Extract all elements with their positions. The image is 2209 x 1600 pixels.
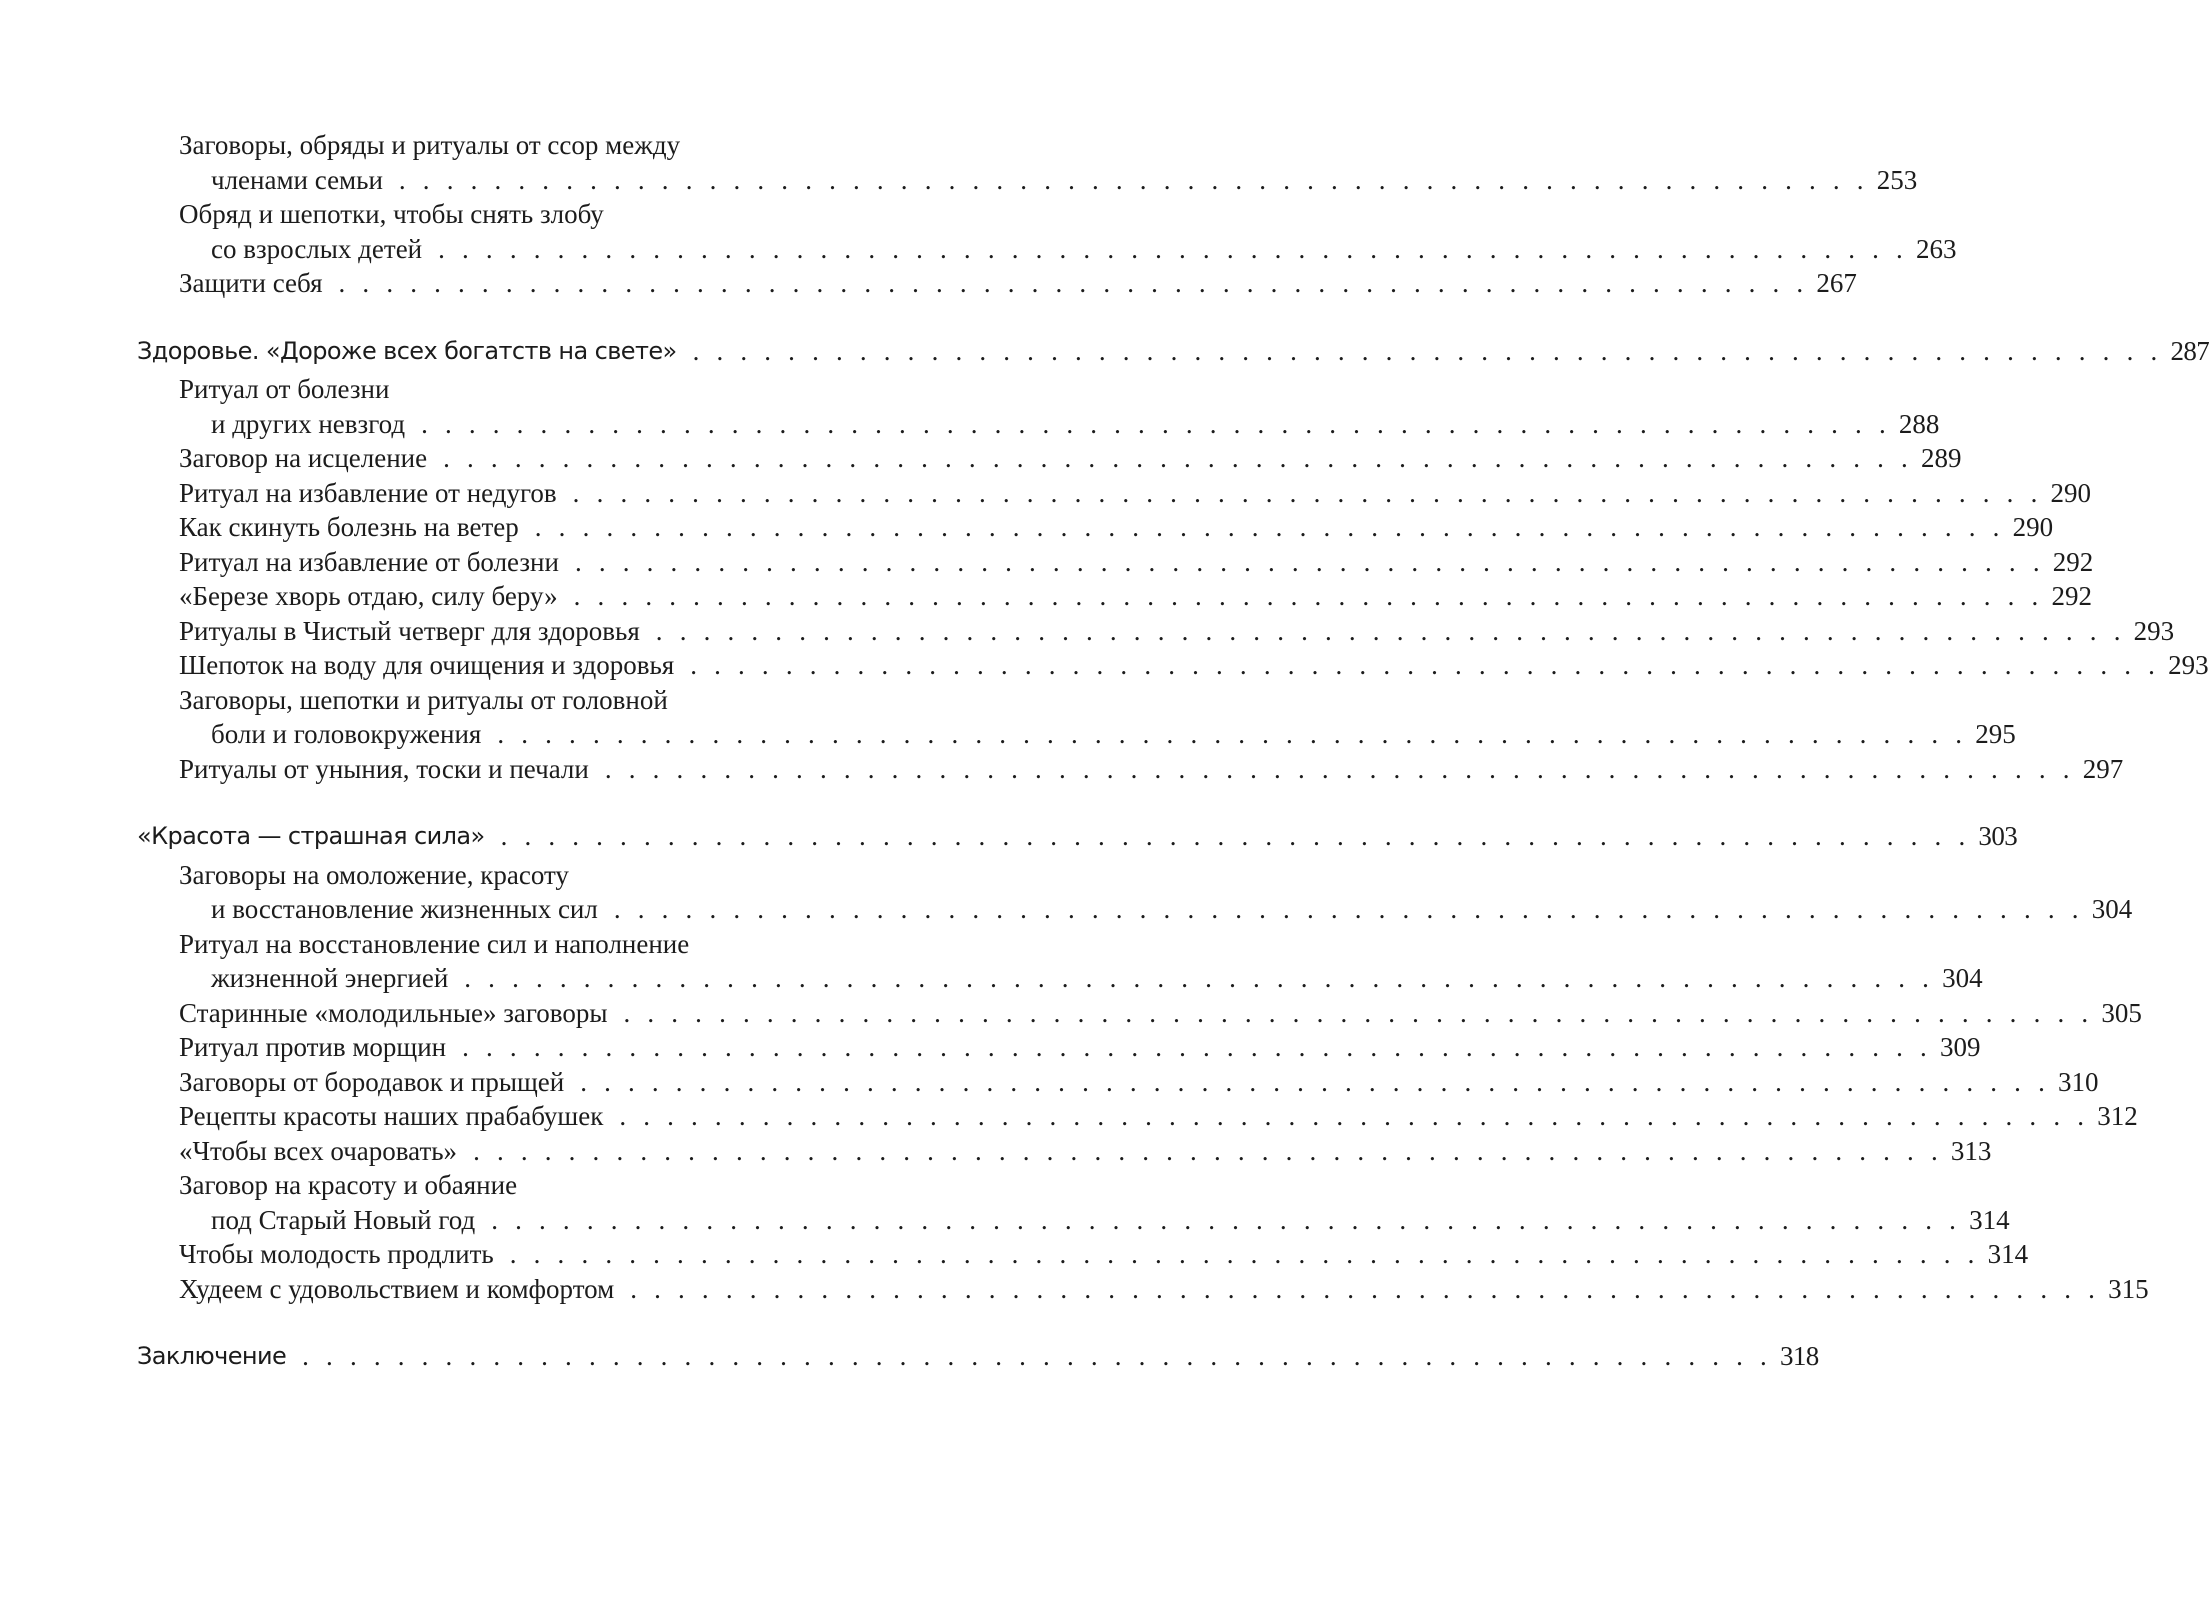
entry-row	[179, 510, 2054, 545]
entry-page-number: 289	[1920, 443, 1962, 473]
toc-entry[interactable]	[137, 1065, 2099, 1100]
toc-section	[137, 819, 2149, 1306]
entry-title-first-line: Заговоры, обряды и ритуалы от ссор между	[179, 130, 681, 160]
toc-entry[interactable]	[137, 372, 1940, 441]
entry-title: Ритуалы в Чистый четверг для здоровья	[179, 615, 640, 646]
entry-row	[179, 1099, 2138, 1134]
entry-row	[179, 717, 2016, 752]
toc-entry[interactable]	[137, 510, 2054, 545]
entry-title: «Чтобы всех очаровать»	[179, 1135, 458, 1166]
entry-page-number: 267	[1816, 268, 1857, 298]
entry-page-number: 314	[1969, 1204, 2010, 1235]
toc-entry[interactable]	[137, 266, 1857, 301]
dot-leader: . . . . . . . . . . . . . . . . . . . . . . . . . . . . . . . . . . . . . . . . . . . . . . . . . . . . . . . . . . . . . .	[630, 1273, 2101, 1304]
entry-row	[179, 996, 2142, 1031]
entry-page-number: 295	[1975, 719, 2016, 749]
entry-title: и других невзгод	[211, 408, 406, 439]
toc-entry[interactable]	[137, 752, 2124, 787]
entry-row	[179, 752, 2124, 787]
dot-leader: . . . . . . . . . . . . . . . . . . . . . . . . . . . . . . . . . . . . . . . . . . . . . . . . . . . . . . . . . . . . . .	[438, 233, 1908, 264]
dot-leader: . . . . . . . . . . . . . . . . . . . . . . . . . . . . . . . . . . . . . . . . . . . . . . . . . . . . . . . . . . . . . .	[604, 753, 2075, 784]
toc-entry[interactable]	[137, 858, 2133, 927]
entry-title: боли и головокружения	[211, 719, 482, 749]
entry-title-first-line: Заговоры на омоложение, красоту	[179, 859, 569, 890]
entry-title: и восстановление жизненных сил	[211, 894, 598, 924]
toc-entry[interactable]	[137, 1237, 2029, 1272]
entry-row	[179, 441, 1962, 476]
entry-row	[179, 1203, 2010, 1238]
entry-page-number: 310	[2058, 1066, 2099, 1097]
entry-title: Худеем с удовольствием и комфортом	[179, 1273, 615, 1304]
dot-leader: . . . . . . . . . . . . . . . . . . . . . . . . . . . . . . . . . . . . . . . . . . . . . . . . . . . . . . . . . . . . . .	[398, 164, 1869, 195]
entry-row	[179, 961, 1983, 996]
dot-leader: . . . . . . . . . . . . . . . . . . . . . . . . . . . . . . . . . . . . . . . . . . . . . . . . . . . . . . . . . . . . . .	[574, 546, 2045, 577]
dot-leader: . . . . . . . . . . . . . . . . . . . . . . . . . . . . . . . . . . . . . . . . . . . . . . . . . . . . . . . . . . . . . .	[655, 615, 2126, 646]
entry-title: Защити себя	[179, 268, 323, 298]
entry-page-number: 313	[1950, 1135, 1992, 1166]
toc-section	[137, 1339, 1819, 1374]
entry-page-number: 293	[2133, 615, 2175, 646]
entry-title-first-line: Заговор на красоту и обаяние	[179, 1170, 518, 1200]
entry-page-number: 293	[2168, 650, 2209, 680]
entry-title: Заговор на исцеление	[179, 443, 428, 473]
dot-leader: . . . . . . . . . . . . . . . . . . . . . . . . . . . . . . . . . . . . . . . . . . . . . . . . . . . . . . . . . . . . . .	[491, 1204, 1962, 1235]
entry-title-first-line: Ритуал на восстановление сил и наполнение	[179, 928, 690, 959]
entry-row	[179, 545, 2094, 580]
dot-leader: . . . . . . . . . . . . . . . . . . . . . . . . . . . . . . . . . . . . . . . . . . . . . . . . . . . . . . . . . . . . . .	[690, 650, 2161, 680]
entry-row	[179, 1134, 1992, 1169]
toc-chapter-heading[interactable]	[137, 1339, 1819, 1374]
table-of-contents	[137, 128, 2209, 1407]
entry-title: со взрослых детей	[211, 233, 423, 264]
entry-page-number: 292	[2051, 581, 2093, 611]
dot-leader: . . . . . . . . . . . . . . . . . . . . . . . . . . . . . . . . . . . . . . . . . . . . . . . . . . . . . . . . . . . . . .	[613, 894, 2084, 924]
entry-row	[179, 476, 2092, 511]
entry-row	[179, 407, 1940, 442]
entry-title: «Березе хворь отдаю, силу беру»	[179, 581, 558, 611]
entry-title: Шепоток на воду для очищения и здоровья	[179, 650, 675, 680]
toc-entry[interactable]	[137, 614, 2175, 649]
entry-row	[179, 614, 2175, 649]
entry-title-first-line: Заговоры, шепотки и ритуалы от головной	[179, 684, 668, 715]
toc-entry[interactable]	[137, 996, 2142, 1031]
chapter-title: Здоровье. «Дороже всех богатств на свете»	[137, 336, 677, 365]
toc-chapter-heading[interactable]	[137, 819, 2018, 854]
entry-page-number: 297	[2082, 753, 2124, 784]
entry-row	[179, 1272, 2149, 1307]
entry-page-number: 292	[2052, 546, 2094, 577]
toc-entry[interactable]	[137, 683, 2016, 752]
chapter-page-number: 318	[1780, 1341, 1819, 1371]
entry-row	[179, 892, 2133, 927]
entry-page-number: 290	[2050, 477, 2092, 508]
entry-title: Ритуал против морщин	[179, 1032, 447, 1062]
dot-leader: . . . . . . . . . . . . . . . . . . . . . . . . . . . . . . . . . . . . . . . . . . . . . . . . . . . . . . . . . . . . . .	[692, 335, 2163, 366]
entry-title: Ритуалы от уныния, тоски и печали	[179, 753, 589, 784]
dot-leader: . . . . . . . . . . . . . . . . . . . . . . . . . . . . . . . . . . . . . . . . . . . . . . . . . . . . . . . . . . . . . .	[623, 997, 2094, 1028]
toc-entry[interactable]	[137, 441, 1962, 476]
entry-title: Как скинуть болезнь на ветер	[179, 512, 519, 542]
entry-page-number: 304	[1942, 963, 1983, 993]
toc-entry[interactable]	[137, 927, 1983, 996]
entry-page-number: 315	[2108, 1273, 2149, 1304]
entry-title: под Старый Новый год	[211, 1204, 476, 1235]
entry-title: Заговоры от бородавок и прыщей	[179, 1066, 565, 1097]
toc-entry[interactable]	[137, 128, 1918, 197]
dot-leader: . . . . . . . . . . . . . . . . . . . . . . . . . . . . . . . . . . . . . . . . . . . . . . . . . . . . . . . . . . . . . .	[619, 1101, 2090, 1131]
entry-row	[179, 579, 2093, 614]
entry-title: Чтобы молодость продлить	[179, 1239, 494, 1269]
dot-leader: . . . . . . . . . . . . . . . . . . . . . . . . . . . . . . . . . . . . . . . . . . . . . . . . . . . . . . . . . . . . . .	[473, 1135, 1943, 1166]
entry-title: жизненной энергией	[211, 963, 449, 993]
toc-chapter-heading[interactable]	[137, 334, 2209, 369]
entry-row	[179, 266, 1857, 301]
toc-entry[interactable]	[137, 1168, 2010, 1237]
chapter-title: Заключение	[137, 1342, 287, 1370]
entry-page-number: 304	[2091, 894, 2133, 924]
dot-leader: . . . . . . . . . . . . . . . . . . . . . . . . . . . . . . . . . . . . . . . . . . . . . . . . . . . . . . . . . . . . . .	[443, 443, 1913, 473]
entry-row	[179, 648, 2209, 683]
entry-page-number: 305	[2101, 997, 2142, 1028]
entry-title-first-line: Обряд и шепотки, чтобы снять злобу	[179, 199, 604, 229]
entry-title-first-line: Ритуал от болезни	[179, 374, 390, 404]
toc-section	[137, 334, 2209, 787]
entry-page-number: 312	[2097, 1101, 2138, 1131]
chapter-page-number: 303	[1978, 821, 2018, 851]
toc-entry[interactable]	[137, 579, 2093, 614]
entry-row	[179, 1030, 1981, 1065]
entry-row	[179, 163, 1918, 198]
entry-page-number: 309	[1939, 1032, 1981, 1062]
dot-leader: . . . . . . . . . . . . . . . . . . . . . . . . . . . . . . . . . . . . . . . . . . . . . . . . . . . . . . . . . . . . . .	[534, 512, 2005, 542]
entry-title: Старинные «молодильные» заговоры	[179, 997, 608, 1028]
entry-page-number: 288	[1898, 408, 1940, 439]
dot-leader: . . . . . . . . . . . . . . . . . . . . . . . . . . . . . . . . . . . . . . . . . . . . . . . . . . . . . . . . . . . . . .	[509, 1239, 1980, 1269]
dot-leader: . . . . . . . . . . . . . . . . . . . . . . . . . . . . . . . . . . . . . . . . . . . . . . . . . . . . . . . . . . . . . .	[462, 1032, 1932, 1062]
dot-leader: . . . . . . . . . . . . . . . . . . . . . . . . . . . . . . . . . . . . . . . . . . . . . . . . . . . . . . . . . . . . . .	[580, 1066, 2051, 1097]
toc-entry[interactable]	[137, 648, 2209, 683]
dot-leader: . . . . . . . . . . . . . . . . . . . . . . . . . . . . . . . . . . . . . . . . . . . . . . . . . . . . . . . . . . . . . .	[572, 477, 2043, 508]
toc-entry[interactable]	[137, 1030, 1981, 1065]
entry-row	[179, 1065, 2099, 1100]
dot-leader: . . . . . . . . . . . . . . . . . . . . . . . . . . . . . . . . . . . . . . . . . . . . . . . . . . . . . . . . . . . . . .	[497, 719, 1968, 749]
toc-entry[interactable]	[137, 545, 2094, 580]
dot-leader: . . . . . . . . . . . . . . . . . . . . . . . . . . . . . . . . . . . . . . . . . . . . . . . . . . . . . . . . . . . . . .	[421, 408, 1891, 439]
entry-page-number: 263	[1915, 233, 1957, 264]
toc-entry[interactable]	[137, 1099, 2138, 1134]
dot-leader: . . . . . . . . . . . . . . . . . . . . . . . . . . . . . . . . . . . . . . . . . . . . . . . . . . . . . . . . . . . . . .	[500, 821, 1971, 851]
chapter-page-number: 287	[2170, 335, 2209, 366]
entry-page-number: 314	[1987, 1239, 2029, 1269]
entry-page-number: 290	[2012, 512, 2054, 542]
toc-entry[interactable]	[137, 1272, 2149, 1307]
entry-title: Рецепты красоты наших прабабушек	[179, 1101, 604, 1131]
entry-page-number: 253	[1876, 164, 1918, 195]
dot-leader: . . . . . . . . . . . . . . . . . . . . . . . . . . . . . . . . . . . . . . . . . . . . . . . . . . . . . . . . . . . . . .	[573, 581, 2044, 611]
toc-section	[137, 128, 1957, 301]
entry-title: Ритуал на избавление от болезни	[179, 546, 559, 577]
dot-leader: . . . . . . . . . . . . . . . . . . . . . . . . . . . . . . . . . . . . . . . . . . . . . . . . . . . . . . . . . . . . . .	[338, 268, 1809, 298]
entry-row	[179, 232, 1957, 267]
entry-title: Ритуал на избавление от недугов	[179, 477, 557, 508]
entry-row	[179, 1237, 2029, 1272]
entry-title: членами семьи	[211, 164, 383, 195]
dot-leader: . . . . . . . . . . . . . . . . . . . . . . . . . . . . . . . . . . . . . . . . . . . . . . . . . . . . . . . . . . . . . .	[464, 963, 1935, 993]
toc-entry[interactable]	[137, 197, 1957, 266]
chapter-title: «Красота — страшная сила»	[137, 822, 485, 850]
toc-entry[interactable]	[137, 476, 2092, 511]
dot-leader: . . . . . . . . . . . . . . . . . . . . . . . . . . . . . . . . . . . . . . . . . . . . . . . . . . . . . . . . . . . . . .	[302, 1341, 1772, 1371]
toc-entry[interactable]	[137, 1134, 1992, 1169]
